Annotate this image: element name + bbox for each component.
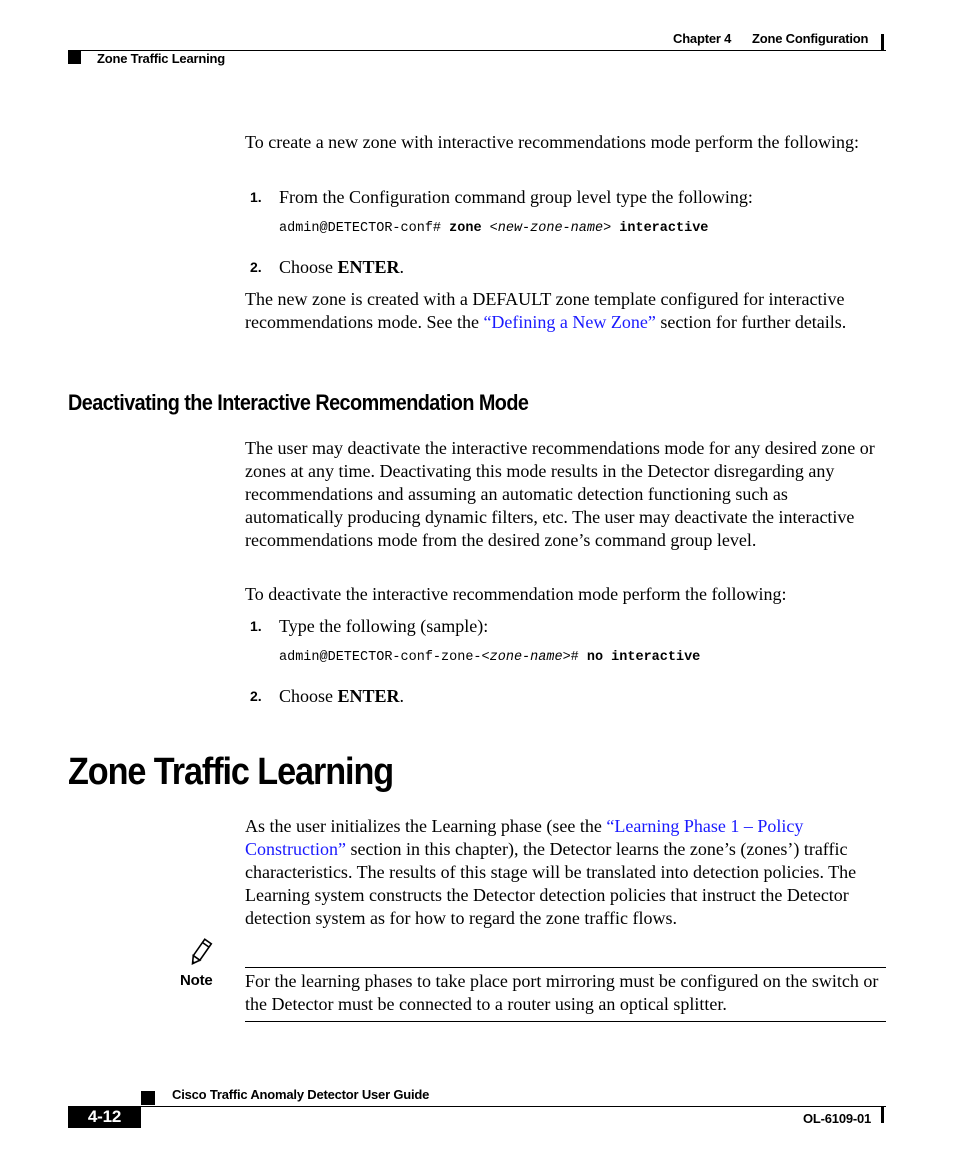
footer-bar xyxy=(881,1106,884,1123)
footer-guide-title: Cisco Traffic Anomaly Detector User Guide xyxy=(172,1087,430,1102)
command-no-interactive: admin@DETECTOR-conf-zone-<zone-name># no interactive xyxy=(279,650,701,665)
footer-square xyxy=(141,1091,155,1105)
section-heading-learning: Zone Traffic Learning xyxy=(68,751,394,793)
zone-created-paragraph: The new zone is created with a DEFAULT zone template configured for interactive recommendations mode. See the “Defining a New Zone” section for further details. xyxy=(245,289,847,332)
note-bottom-rule xyxy=(245,1021,886,1022)
step-number: 2. xyxy=(250,688,262,704)
deactivate-paragraph: The user may deactivate the interactive recommendations mode for any desired zone or zones at any time. Deactivating this mode results in the Detector disregarding any recommendations and assuming an automatic detection functioning such as automatically producing dynamic filters, etc. The user may deactivate the interactive recommendations mode from the desired zone’s command group level. xyxy=(245,438,875,550)
footer-rule xyxy=(141,1106,886,1107)
link-defining-new-zone[interactable]: “Defining a New Zone” xyxy=(483,312,656,332)
page-number: 4-12 xyxy=(87,1107,122,1126)
header-bar xyxy=(881,34,884,50)
step-number: 1. xyxy=(250,618,262,634)
deactivate-instructions: To deactivate the interactive recommendation mode perform the following: xyxy=(245,584,787,604)
pencil-icon xyxy=(185,938,215,968)
link-learning-phase-1[interactable]: “Learning Phase 1 – Policy Construction” xyxy=(245,816,804,859)
header-square xyxy=(68,51,81,64)
note-label: Note xyxy=(180,972,213,989)
note-text: For the learning phases to take place port mirroring must be configured on the switch or the Detector must be connected to a router using an optical splitter. xyxy=(245,971,879,1014)
step-number: 1. xyxy=(250,189,262,205)
step-text: From the Configuration command group level type the following: xyxy=(279,187,753,207)
footer-doc-number: OL-6109-01 xyxy=(803,1111,872,1126)
section-heading-deactivating: Deactivating the Interactive Recommendation Mode xyxy=(68,390,529,415)
command-create-zone: admin@DETECTOR-conf# zone <new-zone-name> interactive xyxy=(279,221,709,236)
note-top-rule xyxy=(245,967,886,968)
learning-paragraph: As the user initializes the Learning phase (see the “Learning Phase 1 – Policy Construction” section in this chapter), the Detector learns the zone’s (zones’) traffic characteristics. The results of this stage will be translated into detection policies. The Learning system constructs the Detector detection policies that instruct the Detector detection system as for how to regard the zone traffic flows. xyxy=(245,816,857,928)
header-chapter: Chapter 4 xyxy=(673,31,732,46)
step-text: Choose ENTER. xyxy=(279,257,405,277)
step-text: Choose ENTER. xyxy=(279,686,405,706)
step-number: 2. xyxy=(250,259,262,275)
step-text: Type the following (sample): xyxy=(279,616,489,636)
header-section: Zone Traffic Learning xyxy=(97,51,225,66)
header-chapter-title: Zone Configuration xyxy=(752,31,869,46)
intro-paragraph: To create a new zone with interactive recommendations mode perform the following: xyxy=(245,132,860,152)
